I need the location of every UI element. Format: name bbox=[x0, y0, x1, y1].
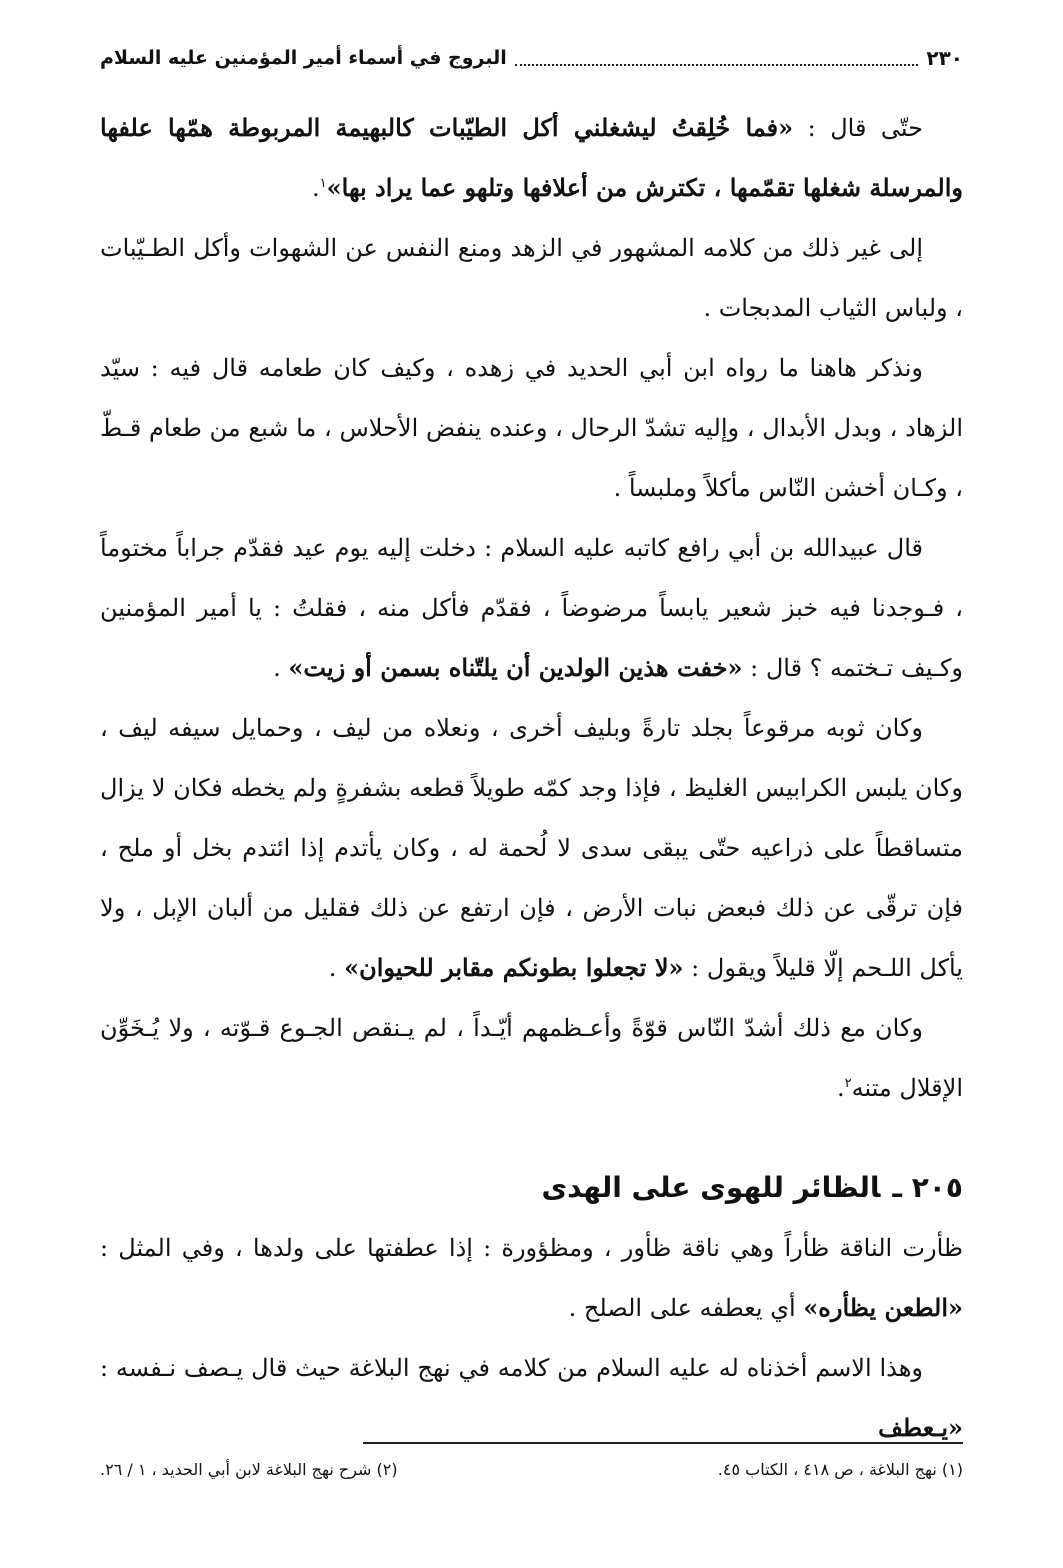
quotation: «يـعطف bbox=[878, 1413, 963, 1442]
footnote-ref: ٢ bbox=[844, 1076, 852, 1091]
running-title: البروج في أسماء أمير المؤمنين عليه السلام bbox=[100, 47, 507, 69]
quotation: «الطعن يظأره» bbox=[803, 1293, 963, 1322]
paragraph-text: وكان ثوبه مرقوعاً بجلد تارةً وبليف أخرى ، ونعلاه من ليف ، وحمايل سيفه ليف ، وكان يلبس الكرابيس الغليظ ، فإذا وجد كمّه طويلاً قطعه بشفرةٍ ولم يخطه فكان لا يزال متساقطاً على ذراعيه حتّى يبقى سدى لا لُحمة له ، وكان يأتدم إذا ائتدم بخل أو ملح ، فإن ترقّى عن ذلك فبعض نبات الأرض ، فإن ارتفع عن ذلك فقليل من ألبان الإبل ، ولا يأكل اللـحم إلّا قليلاً ويقول : bbox=[100, 714, 963, 982]
paragraph-text: ظأرت الناقة ظأراً وهي ناقة ظأور ، ومظؤورة : إذا عطفتها على ولدها ، وفي المثل : bbox=[100, 1234, 963, 1262]
footnote-1: (١) نهج البلاغة ، ص ٤١٨ ، الكتاب ٤٥. bbox=[717, 1460, 963, 1479]
page-number: ٢٣٠ bbox=[926, 46, 963, 70]
footnotes bbox=[100, 1460, 963, 1479]
paragraph-1 bbox=[100, 98, 963, 218]
section-number: ٢٠٥ ـ bbox=[892, 1171, 963, 1204]
header-dotted-leader bbox=[515, 50, 919, 66]
paragraph-tail: . bbox=[328, 954, 345, 982]
section-heading bbox=[100, 1158, 963, 1218]
paragraph-tail: . bbox=[273, 654, 289, 682]
paragraph-text: حتّى قال : bbox=[793, 114, 923, 142]
paragraph-2 bbox=[100, 218, 963, 338]
paragraph-tail: . bbox=[312, 174, 320, 202]
paragraph-text: وكان مع ذلك أشدّ النّاس قوّةً وأعـظمهم أيّـداً ، لم يـنقص الجـوع قـوّته ، ولا يُـخَوِّن الإقلال متنه bbox=[100, 1014, 963, 1102]
quotation: «خفت هذين الولدين أن يلتّناه بسمن أو زيت» bbox=[288, 653, 743, 682]
section-paragraph-1 bbox=[100, 1218, 963, 1338]
paragraph-tail: أي يعطفه على الصلح . bbox=[568, 1294, 804, 1322]
section-title: الظائر للهوى على الهدى bbox=[541, 1171, 881, 1204]
body-text bbox=[100, 98, 963, 1458]
quotation: «فما خُلِقتُ ليشغلني أكل الطيّبات كالبهيمة المربوطة همّها علفها والمرسلة شغلها تقمّمها ، تكترش من أعلافها وتلهو عما يراد بها» bbox=[100, 113, 963, 202]
paragraph-text: قال عبيدالله بن أبي رافع كاتبه عليه السلام : دخلت إليه يوم عيد فقدّم جراباً مختوماً ، فـوجدنا فيه خبز شعير يابساً مرضوضاً ، فقدّم فأكل منه ، فقلتُ : يا أمير المؤمنين وكـيف تـختمه ؟ قال : bbox=[100, 534, 963, 682]
footnote-ref: ١ bbox=[319, 176, 327, 191]
paragraph-5 bbox=[100, 698, 963, 998]
quotation: «لا تجعلوا بطونكم مقابر للحيوان» bbox=[344, 953, 684, 982]
footnote-2: (٢) شرح نهج البلاغة لابن أبي الحديد ، ١ / ٢٦. bbox=[100, 1460, 398, 1479]
paragraph-text: ونذكر هاهنا ما رواه ابن أبي الحديد في زهده ، وكيف كان طعامه قال فيه : سيّد الزهاد ، وبدل الأبدال ، وإليه تشدّ الرحال ، وعنده ينفض الأحلاس ، ما شبع من طعام قـطّ ، وكـان أخشن النّاس مأكلاً وملبساً . bbox=[100, 354, 963, 502]
paragraph-text: وهذا الاسم أخذناه له عليه السلام من كلامه في نهج البلاغة حيث قال يـصف نـفسه : bbox=[100, 1354, 923, 1382]
section-paragraph-2 bbox=[100, 1338, 963, 1458]
paragraph-3 bbox=[100, 338, 963, 518]
paragraph-4 bbox=[100, 518, 963, 698]
footnote-divider bbox=[363, 1442, 963, 1444]
paragraph-6 bbox=[100, 998, 963, 1118]
paragraph-text: إلى غير ذلك من كلامه المشهور في الزهد ومنع النفس عن الشهوات وأكل الطـيّبات ، ولباس الثياب المدبجات . bbox=[100, 234, 963, 322]
page-header bbox=[100, 38, 963, 78]
paragraph-tail: . bbox=[836, 1074, 845, 1102]
